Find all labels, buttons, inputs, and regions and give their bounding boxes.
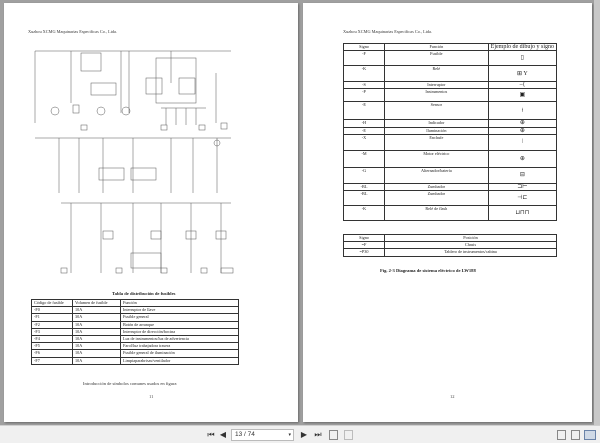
table-cell: -F3	[32, 328, 73, 335]
symbol-example-icon: ⊔⊓⊓	[488, 206, 556, 221]
table-cell: -K	[344, 66, 385, 82]
table-cell: -F1	[32, 314, 73, 321]
table-row	[344, 82, 557, 89]
table-cell: -M	[344, 150, 385, 167]
table-row	[344, 134, 557, 150]
table-row	[344, 242, 557, 249]
fuse-table-title: Tabla de distribución de fusibles	[112, 291, 176, 296]
table-cell: -S	[344, 82, 385, 89]
table-row	[32, 343, 239, 350]
symbols-table	[343, 43, 557, 221]
table-cell: -F5	[32, 343, 73, 350]
table-cell: Tablero de instrumentos/cabina	[385, 249, 557, 256]
table-cell: Botón de arranque	[121, 321, 239, 328]
table-row	[344, 89, 557, 102]
page-number-value: 13 / 74	[235, 431, 255, 438]
table-cell: Enchufe	[385, 134, 489, 150]
table-row	[344, 183, 557, 190]
table-cell: 10A	[73, 328, 121, 335]
table-cell: Fusible general de iluminación	[121, 350, 239, 357]
symbol-example-icon: ⊐⊢	[488, 183, 556, 190]
table-cell: Interruptor	[385, 82, 489, 89]
table-cell: Luz de instrumentos/luz de advertencia	[121, 336, 239, 343]
table-cell: Fusible general	[121, 314, 239, 321]
table-cell: -F	[344, 51, 385, 66]
page-11	[4, 3, 298, 422]
table-row	[344, 150, 557, 167]
chevron-down-icon[interactable]: ▾	[288, 432, 291, 438]
table-cell: -F6	[32, 350, 73, 357]
next-page-button[interactable]	[299, 429, 309, 441]
symbol-example-icon: ⊕	[488, 120, 556, 127]
table-cell: Motor eléctrico	[385, 150, 489, 167]
page-header: Xuzhou XCMG Maquinarias Especificas Co., Ltda.	[28, 29, 118, 34]
table-row	[344, 191, 557, 206]
column-header: Función	[121, 300, 239, 307]
table-cell: Interruptor de llave	[121, 307, 239, 314]
figure-caption: Fig. 2-3 Diagrama de sistema eléctrico de LW188	[380, 268, 476, 273]
electrical-schematic-diagram	[21, 43, 269, 283]
table-cell: -K	[344, 206, 385, 221]
table-row	[344, 66, 557, 82]
table-row	[32, 336, 239, 343]
table-row	[344, 102, 557, 120]
table-cell: Sensor	[385, 102, 489, 120]
page-number-field[interactable]	[231, 429, 294, 441]
table-cell: -F2	[32, 321, 73, 328]
column-header: Ejemplo de dibujo y signo	[488, 44, 556, 51]
paste-page-icon[interactable]	[344, 430, 353, 440]
table-row	[32, 314, 239, 321]
table-cell: -F0	[32, 307, 73, 314]
table-cell: -F7	[32, 357, 73, 364]
table-row	[32, 328, 239, 335]
table-cell: 10A	[73, 321, 121, 328]
table-row	[344, 127, 557, 134]
previous-page-icon: ◀	[219, 430, 227, 439]
table-cell: 10A	[73, 350, 121, 357]
symbol-example-icon: ▯	[488, 51, 556, 66]
table-cell: 10A	[73, 307, 121, 314]
last-page-button[interactable]	[312, 429, 324, 441]
table-cell: -F4	[32, 336, 73, 343]
column-header: Posición	[385, 235, 557, 242]
table-cell: -H	[344, 120, 385, 127]
two-page-view-icon[interactable]	[584, 430, 596, 440]
table-row	[32, 357, 239, 364]
table-row	[32, 350, 239, 357]
symbol-example-icon: ▣	[488, 89, 556, 102]
symbol-example-icon: ⊣⊏	[488, 191, 556, 206]
table-row	[344, 51, 557, 66]
table-cell: Relé	[385, 66, 489, 82]
table-cell: 10A	[73, 343, 121, 350]
table-cell: -X	[344, 134, 385, 150]
last-page-icon: ⏭	[314, 430, 322, 439]
table-row	[344, 120, 557, 127]
navigation-toolbar	[0, 425, 600, 443]
next-page-icon: ▶	[300, 430, 308, 439]
table-cell: -E	[344, 102, 385, 120]
table-header-row	[344, 235, 557, 242]
table-row	[344, 206, 557, 221]
table-cell: -BL	[344, 191, 385, 206]
table-row	[344, 167, 557, 183]
symbol-example-icon: ⊕	[488, 127, 556, 134]
table-cell: Interruptor de dirección/bocina	[121, 328, 239, 335]
symbols-intro-text: Introducción de símbolos comunes usados en figura	[83, 381, 177, 386]
symbol-example-icon: ⊟	[488, 167, 556, 183]
table-cell: Zumbador	[385, 191, 489, 206]
table-cell: -E	[344, 127, 385, 134]
column-header: Signo	[344, 44, 385, 51]
symbol-example-icon: ⍿	[488, 102, 556, 120]
table-cell: Relé de flash	[385, 206, 489, 221]
table-cell: -BL	[344, 183, 385, 190]
table-cell: -P	[344, 89, 385, 102]
symbol-example-icon: ǀ	[488, 134, 556, 150]
table-header-row	[344, 44, 557, 51]
table-cell: Fusible	[385, 51, 489, 66]
page-12	[303, 3, 592, 422]
fuse-distribution-table	[31, 299, 239, 365]
table-row	[344, 249, 557, 256]
table-cell: 10A	[73, 357, 121, 364]
single-page-view-icon[interactable]	[557, 430, 566, 440]
page-number: 12	[450, 394, 455, 399]
table-header-row	[32, 300, 239, 307]
symbol-example-icon: –⟨	[488, 82, 556, 89]
page-number: 11	[149, 394, 154, 399]
column-header: Signo	[344, 235, 385, 242]
table-cell: Iluminación	[385, 127, 489, 134]
table-cell: -G	[344, 167, 385, 183]
table-row	[32, 321, 239, 328]
first-page-icon: ⏮	[207, 430, 215, 439]
table-cell: Limpiaparabrisas/ventilador	[121, 357, 239, 364]
first-page-button[interactable]	[205, 429, 217, 441]
table-cell: =P30	[344, 249, 385, 256]
table-cell: 10A	[73, 336, 121, 343]
column-header: Código de fusible	[32, 300, 73, 307]
symbol-example-icon: ⊕	[488, 150, 556, 167]
page-header: Xuzhou XCMG Maquinarias Especificas Co., Ltda.	[343, 29, 433, 34]
table-cell: Instrumentos	[385, 89, 489, 102]
table-cell: =F	[344, 242, 385, 249]
table-cell: Alternador/batería	[385, 167, 489, 183]
position-table	[343, 234, 557, 257]
table-cell: Farol/luz trabajadora trasera	[121, 343, 239, 350]
column-header: Función	[385, 44, 489, 51]
table-cell: Indicador	[385, 120, 489, 127]
table-cell: Chasis	[385, 242, 557, 249]
table-cell: Zumbador	[385, 183, 489, 190]
table-row	[32, 307, 239, 314]
column-header: Volumen de fusible	[73, 300, 121, 307]
vertical-scrollbar[interactable]	[594, 0, 600, 425]
table-cell: 30A	[73, 314, 121, 321]
symbol-example-icon: ⊞ Y	[488, 66, 556, 82]
copy-page-icon[interactable]	[329, 430, 338, 440]
continuous-view-icon[interactable]	[571, 430, 580, 440]
previous-page-button[interactable]	[218, 429, 228, 441]
